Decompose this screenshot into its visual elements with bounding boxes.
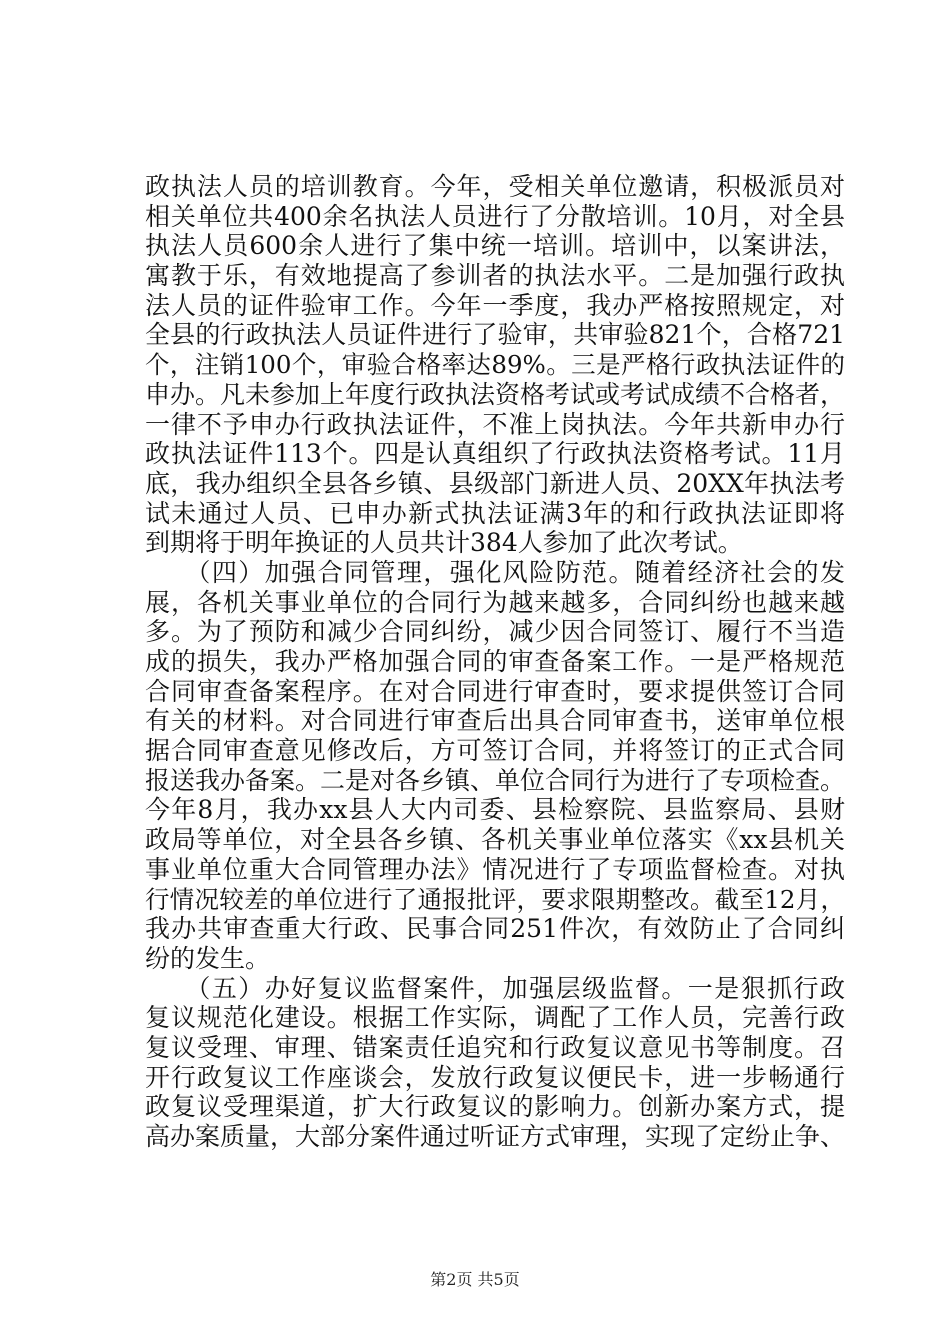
text-line: （四）加强合同管理，强化风险防范。随着经济社会的发 bbox=[145, 557, 845, 587]
text-line: 政执法证件113个。四是认真组织了行政执法资格考试。11月 bbox=[145, 439, 845, 469]
page-footer: 第2页 共5页 bbox=[430, 1270, 520, 1289]
text-line: 事业单位重大合同管理办法》情况进行了专项监督检查。对执 bbox=[145, 854, 845, 884]
text-line: 成的损失，我办严格加强合同的审查备案工作。一是严格规范 bbox=[145, 647, 845, 676]
text-line: 多。为了预防和减少合同纠纷，减少因合同签订、履行不当造 bbox=[145, 617, 845, 647]
text-line: 合同审查备案程序。在对合同进行审查时，要求提供签订合同 bbox=[145, 676, 845, 706]
body-text bbox=[145, 172, 845, 1152]
text-line: 有关的材料。对合同进行审查后出具合同审查书，送审单位根 bbox=[145, 706, 845, 736]
text-line: 行情况较差的单位进行了通报批评，要求限期整改。截至12月， bbox=[145, 884, 845, 914]
text-line: 政复议受理渠道，扩大行政复议的影响力。创新办案方式，提 bbox=[145, 1092, 845, 1122]
text-line: （五）办好复议监督案件，加强层级监督。一是狠抓行政 bbox=[145, 973, 845, 1003]
text-line: 底，我办组织全县各乡镇、县级部门新进人员、20XX年执法考 bbox=[145, 468, 845, 498]
text-line: 高办案质量，大部分案件通过听证方式审理，实现了定纷止争、 bbox=[145, 1122, 846, 1151]
text-line: 全县的行政执法人员证件进行了验审，共审验821个，合格721 bbox=[145, 320, 845, 350]
text-line: 个，注销100个，审验合格率达89%。三是严格行政执法证件的 bbox=[145, 350, 845, 380]
text-line: 复议受理、审理、错案责任追究和行政复议意见书等制度。召 bbox=[145, 1032, 845, 1062]
text-line: 寓教于乐，有效地提高了参训者的执法水平。二是加强行政执 bbox=[145, 261, 845, 291]
text-line: 报送我办备案。二是对各乡镇、单位合同行为进行了专项检查。 bbox=[145, 765, 846, 795]
text-line: 一律不予申办行政执法证件，不准上岗执法。今年共新申办行 bbox=[145, 409, 845, 439]
text-line: 展，各机关事业单位的合同行为越来越多，合同纠纷也越来越 bbox=[145, 587, 845, 617]
text-line: 相关单位共400余名执法人员进行了分散培训。10月，对全县 bbox=[145, 201, 845, 231]
text-line: 纷的发生。 bbox=[145, 943, 271, 973]
text-line: 复议规范化建设。根据工作实际，调配了工作人员，完善行政 bbox=[145, 1003, 845, 1033]
text-line: 政执法人员的培训教育。今年，受相关单位邀请，积极派员对 bbox=[145, 172, 845, 201]
text-line: 开行政复议工作座谈会，发放行政复议便民卡，进一步畅通行 bbox=[145, 1062, 845, 1092]
text-line: 法人员的证件验审工作。今年一季度，我办严格按照规定，对 bbox=[145, 290, 845, 320]
text-line: 到期将于明年换证的人员共计384人参加了此次考试。 bbox=[145, 528, 743, 558]
text-line: 今年8月，我办xx县人大内司委、县检察院、县监察局、县财 bbox=[145, 795, 845, 825]
text-line: 申办。凡未参加上年度行政执法资格考试或考试成绩不合格者， bbox=[145, 379, 846, 409]
text-line: 试未通过人员、已申办新式执法证满3年的和行政执法证即将 bbox=[145, 498, 845, 528]
text-line: 据合同审查意见修改后，方可签订合同，并将签订的正式合同 bbox=[145, 736, 845, 766]
text-line: 政局等单位，对全县各乡镇、各机关事业单位落实《xx县机关 bbox=[145, 825, 845, 855]
text-line: 我办共审查重大行政、民事合同251件次，有效防止了合同纠 bbox=[145, 914, 845, 944]
text-line: 执法人员600余人进行了集中统一培训。培训中，以案讲法， bbox=[145, 231, 845, 261]
